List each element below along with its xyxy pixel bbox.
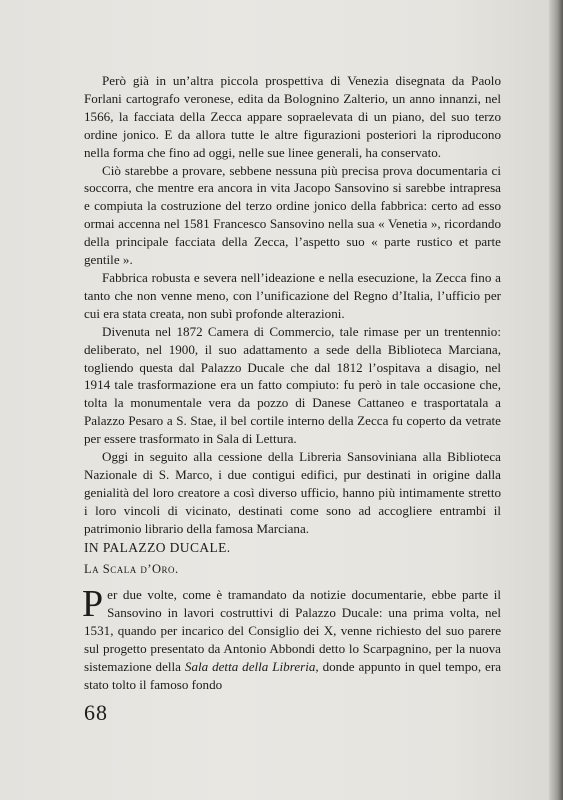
drop-cap: P — [82, 583, 104, 625]
section-title: IN PALAZZO DUCALE. — [84, 540, 231, 555]
final-text-before: er due volte, come è tramandato da notizie documentarie, ebbe parte il Sansovino in lavori costruttivi di Palazzo Ducale: una prima volta, nel 1531, quando per incarico del Consiglio dei X, venne richiesto del suo parere sul progetto presentato da Antonio Abbondi detto lo Scarpagnino, per la nuova sistemazione della — [84, 587, 501, 674]
paragraph-1: Però già in un’altra piccola prospettiva di Venezia disegnata da Paolo Forlani cartografo veronese, edita da Bolognino Zalterio, un anno innanzi, nel 1566, la facciata della Zecca appare sopraelevata di un piano, del suo terzo ordine jonico. E da allora tutte le altre figurazioni posteriori la riproducono nella forma che fino ad oggi, nelle sue linee generali, ha conservato. — [84, 73, 501, 160]
subsection-title: La Scala d’Oro. — [84, 562, 179, 576]
paragraph-3: Fabbrica robusta e severa nell’ideazione e nella esecuzione, la Zecca fino a tanto che non venne meno, con l’unificazione del Regno d’Italia, l’ufficio per cui era stata creata, non subì profonde alterazioni. — [84, 269, 501, 321]
paragraph-4: Divenuta nel 1872 Camera di Commercio, tale rimase per un trentennio: deliberato, nel 1900, il suo adattamento a sede della Biblioteca Marciana, togliendo questa dal Palazzo Ducale che dal 1812 l’ospitava a disagio, nel 1914 tale trasformazione era un fatto compiuto: fu però in tale occasione che, tolta la monumentale vera da pozzo di Danese Cattaneo e trasportatala a Palazzo Pesaro a S. Stae, il bel cortile interno della Zecca fu coperto da vetrate per essere trasformato in Sala di Lettura. — [84, 323, 501, 447]
page-number: 68 — [84, 700, 108, 725]
final-paragraph-text — [82, 583, 501, 693]
paragraph-5: Oggi in seguito alla cessione della Libreria Sansoviniana alla Biblioteca Nazionale di S. Marco, i due contigui edifici, pur destinati in origine dalla genialità del loro creatore a così diverso ufficio, hanno più intimamente stretto i loro vincoli di vicinato, destinati come sono ad accogliere entrambi il patrimonio librario della famosa Marciana. — [84, 449, 501, 536]
paragraph-2: Ciò starebbe a provare, sebbene nessuna più precisa prova documentaria ci soccorra, che mentre era ancora in vita Jacopo Sansovino si sarebbe intrapresa e compiuta la costruzione del terzo ordine jonico della fabbrica: certo ad esso ormai accenna nel 1581 Francesco Sansovino nella sua « Venetia », ricordando della principale facciata della Zecca, l’aspetto suo « parte rustico et parte gentile ». — [84, 162, 501, 268]
final-text-after: donde appunto in quel tempo, era stato tolto il famoso fondo — [84, 658, 501, 692]
page-edge-shadow — [549, 0, 563, 800]
final-text-italic: Sala detta della Libreria, — [184, 658, 319, 674]
final-paragraph — [82, 583, 501, 693]
body-text — [84, 72, 501, 538]
